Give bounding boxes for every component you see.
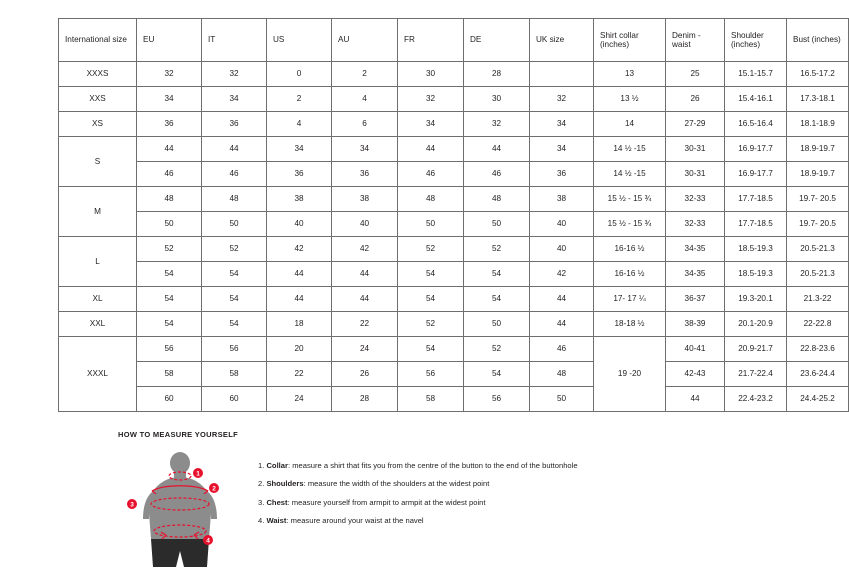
cell-value: 21.7-22.4	[725, 362, 787, 387]
cell-value: 40	[530, 212, 594, 237]
cell-value: 36	[137, 112, 202, 137]
cell-value: 32	[464, 112, 530, 137]
cell-value: 52	[464, 337, 530, 362]
cell-international-size: XXXL	[59, 337, 137, 412]
cell-value: 38-39	[666, 312, 725, 337]
cell-value: 36-37	[666, 287, 725, 312]
cell-value: 23.6-24.4	[787, 362, 849, 387]
cell-value: 52	[398, 237, 464, 262]
cell-value: 54	[464, 362, 530, 387]
cell-value: 44	[332, 262, 398, 287]
cell-value: 48	[530, 362, 594, 387]
cell-value: 32-33	[666, 187, 725, 212]
cell-value: 15 ½ - 15 ¾	[594, 187, 666, 212]
column-header-au: AU	[332, 19, 398, 62]
cell-value: 54	[398, 287, 464, 312]
cell-value: 18	[267, 312, 332, 337]
cell-value: 54	[137, 287, 202, 312]
measure-guide	[118, 430, 718, 567]
cell-value: 46	[137, 162, 202, 187]
cell-value: 40-41	[666, 337, 725, 362]
column-header-fr: FR	[398, 19, 464, 62]
cell-value: 16.5-16.4	[725, 112, 787, 137]
cell-value: 56	[137, 337, 202, 362]
cell-value: 0	[267, 62, 332, 87]
cell-value: 14 ½ -15	[594, 162, 666, 187]
cell-value: 36	[530, 162, 594, 187]
cell-value: 34	[332, 137, 398, 162]
cell-value: 40	[530, 237, 594, 262]
cell-value: 44	[464, 137, 530, 162]
cell-value: 50	[202, 212, 267, 237]
cell-international-size: XXXS	[59, 62, 137, 87]
cell-value: 24.4-25.2	[787, 387, 849, 412]
cell-value: 54	[464, 287, 530, 312]
cell-value: 18.5-19.3	[725, 237, 787, 262]
cell-value: 54	[202, 312, 267, 337]
cell-value: 44	[137, 137, 202, 162]
cell-value: 18.9-19.7	[787, 162, 849, 187]
column-header-shoulder: Shoulder (inches)	[725, 19, 787, 62]
cell-value: 54	[464, 262, 530, 287]
table-row	[59, 212, 849, 237]
table-row	[59, 387, 849, 412]
cell-value: 36	[267, 162, 332, 187]
svg-text:3: 3	[130, 501, 134, 509]
cell-value: 42	[267, 237, 332, 262]
cell-value: 44	[398, 137, 464, 162]
cell-value: 34-35	[666, 237, 725, 262]
body-figure-illustration	[118, 447, 248, 567]
cell-value: 52	[464, 237, 530, 262]
cell-value: 44	[530, 287, 594, 312]
cell-value: 30	[398, 62, 464, 87]
svg-text:1: 1	[196, 470, 200, 478]
cell-value: 16.9-17.7	[725, 137, 787, 162]
cell-value: 50	[137, 212, 202, 237]
cell-value: 21.3-22	[787, 287, 849, 312]
cell-value: 58	[137, 362, 202, 387]
cell-value: 48	[464, 187, 530, 212]
cell-value: 54	[202, 287, 267, 312]
cell-value: 54	[398, 262, 464, 287]
cell-value: 25	[666, 62, 725, 87]
cell-value: 16.5-17.2	[787, 62, 849, 87]
cell-value: 44	[530, 312, 594, 337]
measure-step: 2. Shoulders: measure the width of the shoulders at the widest point	[258, 479, 490, 489]
cell-value: 58	[202, 362, 267, 387]
table-row	[59, 137, 849, 162]
column-header-international-size: International size	[59, 19, 137, 62]
cell-value: 17.3-18.1	[787, 87, 849, 112]
cell-value: 22.4-23.2	[725, 387, 787, 412]
cell-shirt-collar: 19 -20	[594, 337, 666, 412]
cell-value: 24	[267, 387, 332, 412]
cell-value: 38	[267, 187, 332, 212]
table-row	[59, 362, 849, 387]
cell-value: 46	[464, 162, 530, 187]
cell-value: 17.7-18.5	[725, 212, 787, 237]
cell-value: 16.9-17.7	[725, 162, 787, 187]
cell-value: 32-33	[666, 212, 725, 237]
cell-value: 32	[530, 87, 594, 112]
column-header-us: US	[267, 19, 332, 62]
cell-value: 56	[202, 337, 267, 362]
cell-value: 2	[332, 62, 398, 87]
cell-value: 13 ½	[594, 87, 666, 112]
measure-steps-list	[258, 447, 578, 535]
cell-value: 32	[202, 62, 267, 87]
cell-value: 58	[398, 387, 464, 412]
cell-value: 42-43	[666, 362, 725, 387]
cell-value: 44	[666, 387, 725, 412]
cell-value: 28	[332, 387, 398, 412]
table-row	[59, 62, 849, 87]
cell-value: 54	[137, 312, 202, 337]
cell-value	[530, 62, 594, 87]
cell-value: 56	[398, 362, 464, 387]
cell-value: 4	[267, 112, 332, 137]
cell-value: 18.1-18.9	[787, 112, 849, 137]
cell-value: 54	[398, 337, 464, 362]
cell-value: 20.1-20.9	[725, 312, 787, 337]
cell-value: 22.8-23.6	[787, 337, 849, 362]
cell-value: 18-18 ½	[594, 312, 666, 337]
cell-value: 15 ½ - 15 ¾	[594, 212, 666, 237]
cell-value: 6	[332, 112, 398, 137]
cell-value: 34-35	[666, 262, 725, 287]
cell-value: 26	[666, 87, 725, 112]
cell-value: 22	[332, 312, 398, 337]
cell-international-size: M	[59, 187, 137, 237]
cell-international-size: XS	[59, 112, 137, 137]
cell-value: 20.9-21.7	[725, 337, 787, 362]
cell-value: 50	[464, 312, 530, 337]
cell-value: 36	[202, 112, 267, 137]
table-row	[59, 187, 849, 212]
cell-international-size: XXS	[59, 87, 137, 112]
cell-value: 16-16 ½	[594, 237, 666, 262]
cell-value: 24	[332, 337, 398, 362]
table-row	[59, 87, 849, 112]
cell-value: 56	[464, 387, 530, 412]
cell-value: 17- 17 ¼	[594, 287, 666, 312]
cell-international-size: XL	[59, 287, 137, 312]
cell-value: 15.4-16.1	[725, 87, 787, 112]
cell-value: 22	[267, 362, 332, 387]
cell-value: 14 ½ -15	[594, 137, 666, 162]
table-row	[59, 237, 849, 262]
cell-value: 60	[137, 387, 202, 412]
cell-international-size: L	[59, 237, 137, 287]
cell-value: 2	[267, 87, 332, 112]
column-header-it: IT	[202, 19, 267, 62]
table-row	[59, 312, 849, 337]
cell-international-size: S	[59, 137, 137, 187]
cell-value: 16-16 ½	[594, 262, 666, 287]
cell-value: 30	[464, 87, 530, 112]
cell-value: 32	[137, 62, 202, 87]
cell-value: 50	[398, 212, 464, 237]
cell-value: 20.5-21.3	[787, 237, 849, 262]
cell-value: 46	[398, 162, 464, 187]
cell-value: 48	[202, 187, 267, 212]
cell-value: 20	[267, 337, 332, 362]
table-row	[59, 287, 849, 312]
cell-value: 42	[332, 237, 398, 262]
cell-value: 34	[137, 87, 202, 112]
table-row	[59, 162, 849, 187]
cell-value: 13	[594, 62, 666, 87]
cell-value: 40	[332, 212, 398, 237]
cell-value: 44	[202, 137, 267, 162]
cell-value: 50	[464, 212, 530, 237]
cell-value: 52	[398, 312, 464, 337]
column-header-de: DE	[464, 19, 530, 62]
cell-value: 15.1-15.7	[725, 62, 787, 87]
cell-value: 30-31	[666, 137, 725, 162]
measure-step: 4. Waist: measure around your waist at the navel	[258, 516, 424, 526]
cell-value: 44	[332, 287, 398, 312]
cell-value: 46	[202, 162, 267, 187]
cell-value: 46	[530, 337, 594, 362]
cell-value: 52	[137, 237, 202, 262]
cell-value: 48	[398, 187, 464, 212]
size-chart-table	[58, 18, 849, 412]
cell-value: 44	[267, 287, 332, 312]
cell-value: 32	[398, 87, 464, 112]
column-header-eu: EU	[137, 19, 202, 62]
cell-value: 34	[398, 112, 464, 137]
cell-value: 34	[267, 137, 332, 162]
cell-value: 19.7- 20.5	[787, 187, 849, 212]
cell-value: 30-31	[666, 162, 725, 187]
cell-value: 19.7- 20.5	[787, 212, 849, 237]
measure-guide-title: HOW TO MEASURE YOURSELF	[118, 430, 238, 439]
table-row	[59, 112, 849, 137]
cell-value: 52	[202, 237, 267, 262]
cell-value: 18.9-19.7	[787, 137, 849, 162]
cell-value: 48	[137, 187, 202, 212]
column-header-denim-waist: Denim - waist	[666, 19, 725, 62]
table-row	[59, 337, 849, 362]
cell-value: 22-22.8	[787, 312, 849, 337]
cell-value: 54	[137, 262, 202, 287]
cell-value: 26	[332, 362, 398, 387]
cell-value: 44	[267, 262, 332, 287]
cell-value: 20.5-21.3	[787, 262, 849, 287]
cell-value: 18.5-19.3	[725, 262, 787, 287]
cell-value: 19.3-20.1	[725, 287, 787, 312]
cell-international-size: XXL	[59, 312, 137, 337]
column-header-shirt-collar: Shirt collar (inches)	[594, 19, 666, 62]
cell-value: 38	[530, 187, 594, 212]
table-header-row	[59, 19, 849, 62]
cell-value: 38	[332, 187, 398, 212]
column-header-uk-size: UK size	[530, 19, 594, 62]
cell-value: 34	[202, 87, 267, 112]
cell-value: 50	[530, 387, 594, 412]
cell-value: 40	[267, 212, 332, 237]
cell-value: 42	[530, 262, 594, 287]
table-row	[59, 262, 849, 287]
cell-value: 4	[332, 87, 398, 112]
svg-text:2: 2	[212, 485, 216, 493]
cell-value: 36	[332, 162, 398, 187]
cell-value: 17.7-18.5	[725, 187, 787, 212]
measure-step: 3. Chest: measure yourself from armpit to armpit at the widest point	[258, 497, 486, 507]
column-header-bust: Bust (inches)	[787, 19, 849, 62]
cell-value: 28	[464, 62, 530, 87]
cell-value: 27-29	[666, 112, 725, 137]
cell-value: 34	[530, 112, 594, 137]
cell-value: 54	[202, 262, 267, 287]
cell-value: 34	[530, 137, 594, 162]
cell-value: 14	[594, 112, 666, 137]
measure-step: 1. Collar: measure a shirt that fits you from the centre of the button to the end of the buttonhole	[258, 461, 578, 470]
svg-text:4: 4	[206, 537, 210, 545]
cell-value: 60	[202, 387, 267, 412]
